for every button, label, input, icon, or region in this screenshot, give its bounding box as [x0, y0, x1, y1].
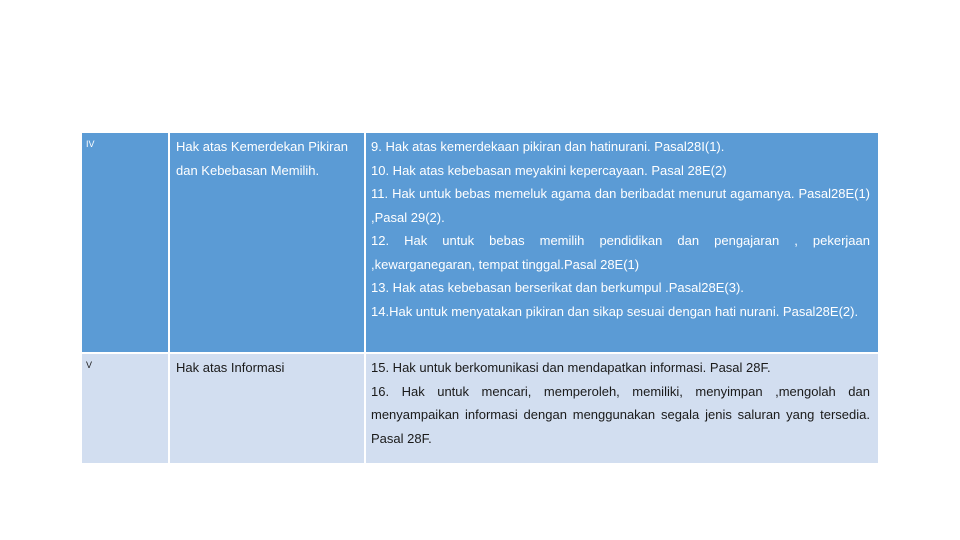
list-item: 12. Hak untuk bebas memilih pendidikan dan pengajaran , pekerjaan ,kewarganegaran, tempat tinggal.Pasal 28E(1): [371, 233, 870, 272]
row-number: IV: [86, 139, 95, 149]
row-number-cell: [82, 353, 169, 464]
row-topic: Hak atas Informasi: [176, 360, 285, 375]
table-row: [82, 133, 878, 353]
row-number: V: [86, 360, 93, 370]
items-list: [366, 354, 878, 456]
list-item: 10. Hak atas kebebasan meyakini kepercayaan. Pasal 28E(2): [371, 162, 727, 178]
list-item: 13. Hak atas kebebasan berserikat dan berkumpul .Pasal28E(3).: [371, 280, 744, 295]
rights-table: [82, 133, 878, 465]
list-item: 9. Hak atas kemerdekaan pikiran dan hatinurani. Pasal28I(1).: [371, 139, 725, 154]
items-cell: [365, 133, 878, 353]
topic-cell: [169, 133, 365, 353]
list-item: 16. Hak untuk mencari, memperoleh, memiliki, menyimpan ,mengolah dan menyampaikan informasi dengan menggunakan segala jenis saluran yang tersedia. Pasal 28F.: [371, 383, 870, 446]
topic-cell: [169, 353, 365, 464]
row-number-cell: [82, 133, 169, 353]
items-list: [366, 133, 878, 329]
list-item: 14.Hak untuk menyatakan pikiran dan sikap sesuai dengan hati nurani. Pasal28E(2).: [371, 303, 859, 319]
row-topic: Hak atas Kemerdekan Pikiran dan Kebebasan Memilih.: [176, 139, 348, 178]
list-item: 11. Hak untuk bebas memeluk agama dan beribadat menurut agamanya. Pasal28E(1) ,Pasal 29(2).: [371, 186, 870, 225]
table-row: [82, 353, 878, 464]
list-item: 15. Hak untuk berkomunikasi dan mendapatkan informasi. Pasal 28F.: [371, 360, 771, 375]
items-cell: [365, 353, 878, 464]
